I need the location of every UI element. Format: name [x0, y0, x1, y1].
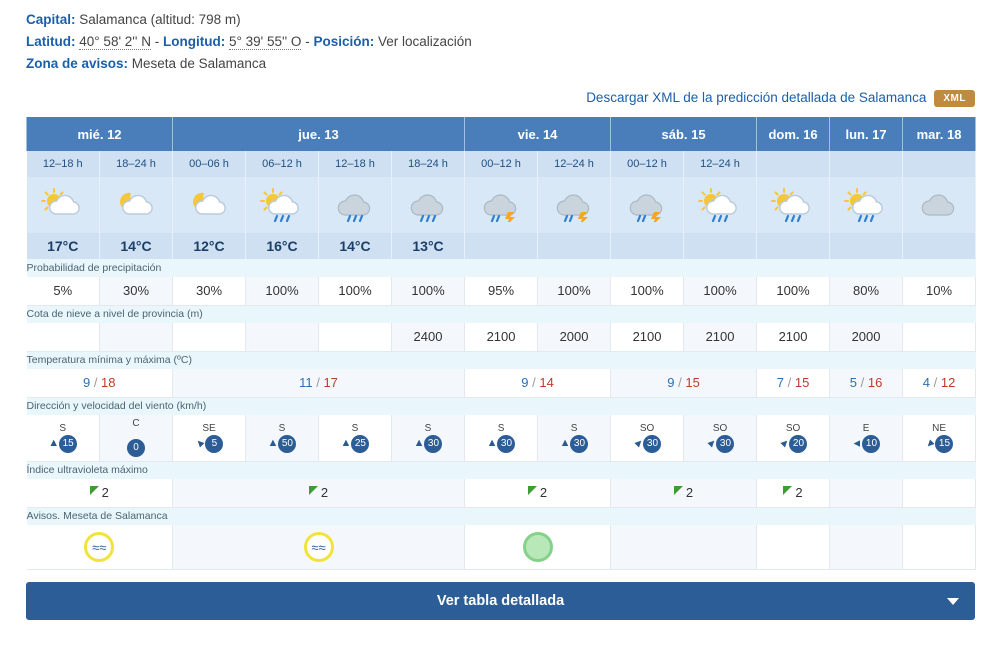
- tminmax-value: 9 / 18: [27, 369, 173, 397]
- wind-speed: 30: [497, 435, 515, 453]
- precip-value: 100%: [392, 277, 465, 305]
- hour-header: [903, 151, 976, 177]
- precip-value: 30%: [100, 277, 173, 305]
- uv-value: 2: [320, 485, 329, 501]
- temp-max: 14: [539, 375, 554, 391]
- snow-level-value: 2100: [611, 323, 684, 351]
- wind-speed: 10: [862, 435, 880, 453]
- uv-flag-icon: [528, 486, 537, 495]
- uv-cell: [830, 479, 903, 507]
- day-header: mié. 12: [27, 117, 173, 151]
- uv-flag-icon: [674, 486, 683, 495]
- wind-direction: SE: [202, 422, 216, 434]
- temp-max: 16: [867, 375, 883, 391]
- cloud-rain-icon: [319, 177, 392, 233]
- hour-header: 06–12 h: [246, 151, 319, 177]
- wind-arrow-icon: ▲: [921, 435, 938, 452]
- temperature-value: [830, 233, 903, 259]
- cloud-storm-icon: [465, 177, 538, 233]
- precip-label: Probabilidad de precipitación: [27, 259, 976, 277]
- uv-label: Índice ultravioleta máximo: [27, 461, 976, 479]
- wind-arrow-icon: ▲: [486, 436, 498, 449]
- uv-cell: [757, 479, 830, 507]
- wind-direction: C: [132, 418, 140, 430]
- longitude-value: 5° 39' 55'' O: [228, 34, 302, 49]
- chevron-down-icon: [947, 598, 959, 605]
- wind-cell: [246, 415, 319, 461]
- latitude-label: Latitud:: [26, 34, 76, 49]
- wind-arrow-icon: ▲: [559, 436, 571, 449]
- tminmax-value: 7 / 15: [757, 369, 830, 397]
- snow-values-row: [27, 323, 976, 351]
- snow-level-value: [100, 323, 173, 351]
- day-header: dom. 16: [757, 117, 830, 151]
- wind-arrow-icon: ▲: [776, 434, 793, 451]
- wind-speed: 30: [643, 435, 661, 453]
- snow-level-value: 2400: [392, 323, 465, 351]
- sky-icon-row: [27, 177, 976, 233]
- capital-row: [26, 10, 975, 30]
- wind-values-row: [27, 415, 976, 461]
- temp-max: 18: [101, 375, 116, 391]
- hour-header: 18–24 h: [100, 151, 173, 177]
- warning-zone-label: Zona de avisos:: [26, 56, 129, 71]
- hour-header: 12–18 h: [27, 151, 100, 177]
- wind-cell: [319, 415, 392, 461]
- cloud-storm-icon: [538, 177, 611, 233]
- forecast-table: [26, 117, 976, 570]
- wind-arrow-icon: ▲: [267, 436, 279, 449]
- temperature-value: [903, 233, 976, 259]
- wind-direction: S: [59, 422, 67, 434]
- wind-direction: S: [497, 422, 505, 434]
- uv-flag-icon: [309, 486, 318, 495]
- aviso-yellow-icon[interactable]: ≈≈: [304, 532, 334, 562]
- day-header: lun. 17: [830, 117, 903, 151]
- uv-cell: [903, 479, 976, 507]
- hour-header: 00–12 h: [465, 151, 538, 177]
- precip-value: 100%: [757, 277, 830, 305]
- avisos-values-row: [27, 525, 976, 569]
- snow-level-value: [246, 323, 319, 351]
- temp-min: 11: [299, 375, 313, 391]
- precip-section-label: [27, 259, 976, 277]
- wind-arrow-icon: [100, 430, 172, 439]
- xml-badge[interactable]: XML: [934, 90, 975, 107]
- precip-value: 100%: [684, 277, 757, 305]
- snow-level-value: 2100: [684, 323, 757, 351]
- wind-arrow-icon: ▲: [630, 434, 647, 451]
- wind-cell: [392, 415, 465, 461]
- hour-header: 00–06 h: [173, 151, 246, 177]
- wind-speed: 5: [205, 435, 223, 453]
- wind-cell: [173, 415, 246, 461]
- temp-max: 15: [685, 375, 700, 391]
- avisos-section-label: [27, 507, 976, 525]
- sun-rain-icon: [246, 177, 319, 233]
- wind-cell: [538, 415, 611, 461]
- wind-arrow-icon: ▲: [191, 434, 208, 451]
- wind-speed: 15: [59, 435, 77, 453]
- uv-value: 2: [101, 485, 109, 501]
- uv-cell: [173, 479, 465, 507]
- wind-arrow-icon: ▲: [340, 436, 352, 449]
- wind-section-label: [27, 397, 976, 415]
- precip-value: 95%: [465, 277, 538, 305]
- wind-cell: [684, 415, 757, 461]
- day-header: jue. 13: [173, 117, 465, 151]
- snow-level-value: 2100: [465, 323, 538, 351]
- latitude-value: 40° 58' 2'' N: [79, 34, 151, 49]
- snow-level-value: [27, 323, 100, 351]
- wind-arrow-icon: ▲: [413, 436, 425, 449]
- warning-zone-row: [26, 54, 975, 74]
- uv-section-label: [27, 461, 976, 479]
- snow-level-value: 2000: [830, 323, 903, 351]
- wind-speed: 50: [278, 435, 296, 453]
- snow-label: Cota de nieve a nivel de provincia (m): [27, 305, 976, 323]
- temperature-value: 12°C: [173, 233, 246, 259]
- wind-cell: [27, 415, 100, 461]
- temperature-value: 14°C: [319, 233, 392, 259]
- xml-download-bar[interactable]: [26, 90, 975, 107]
- temp-min: 9: [82, 375, 91, 391]
- sun-rain-icon: [684, 177, 757, 233]
- tminmax-section-label: [27, 351, 976, 369]
- wind-speed: 20: [789, 435, 807, 453]
- dash-1: -: [154, 34, 160, 49]
- uv-cell: [611, 479, 757, 507]
- precip-value: 80%: [830, 277, 903, 305]
- precip-value: 100%: [319, 277, 392, 305]
- wind-cell: [903, 415, 976, 461]
- uv-value: 2: [539, 485, 548, 501]
- tminmax-value: 11 / 17: [173, 369, 465, 397]
- aviso-cell: [611, 525, 757, 569]
- temperature-value: 17°C: [27, 233, 100, 259]
- aviso-cell: [757, 525, 830, 569]
- detail-table-button[interactable]: [26, 582, 975, 620]
- temp-min: 9: [521, 375, 529, 391]
- aviso-yellow-icon[interactable]: ≈≈: [84, 532, 114, 562]
- longitude-label: Longitud:: [162, 34, 226, 49]
- temperature-value: [611, 233, 684, 259]
- cloud-icon: [903, 177, 976, 233]
- uv-value: 2: [795, 485, 803, 501]
- uv-flag-icon: [783, 486, 792, 495]
- tminmax-label: Temperatura mínima y máxima (ºC): [27, 351, 976, 369]
- temperature-value: 14°C: [100, 233, 173, 259]
- wind-direction: SO: [639, 422, 655, 434]
- snow-level-value: 2100: [757, 323, 830, 351]
- wind-cell: [830, 415, 903, 461]
- day-header-row: [27, 117, 976, 151]
- wind-direction: SO: [785, 422, 801, 434]
- wind-cell: [465, 415, 538, 461]
- aviso-cell: [830, 525, 903, 569]
- precip-value: 5%: [27, 277, 100, 305]
- temp-min: 4: [922, 375, 930, 391]
- wind-direction: S: [351, 422, 359, 434]
- tminmax-value: 9 / 14: [465, 369, 611, 397]
- tminmax-value: 5 / 16: [830, 369, 903, 397]
- aviso-cell[interactable]: [27, 525, 173, 569]
- wind-speed: 0: [127, 439, 145, 457]
- day-header: sáb. 15: [611, 117, 757, 151]
- precip-value: 100%: [611, 277, 684, 305]
- wind-direction: S: [570, 422, 578, 434]
- uv-cell: [465, 479, 611, 507]
- temperature-value: [538, 233, 611, 259]
- hour-header: 12–18 h: [319, 151, 392, 177]
- temperature-value: [757, 233, 830, 259]
- capital-value: Salamanca (altitud: 798 m): [79, 12, 241, 27]
- precip-value: 100%: [246, 277, 319, 305]
- dash-2: -: [305, 34, 310, 49]
- aviso-cell[interactable]: [465, 525, 611, 569]
- uv-values-row: [27, 479, 976, 507]
- snow-level-value: [173, 323, 246, 351]
- wind-direction: SO: [712, 422, 728, 434]
- aviso-green-icon[interactable]: [523, 532, 553, 562]
- precip-value: 100%: [538, 277, 611, 305]
- hour-header: [757, 151, 830, 177]
- wind-speed: 25: [351, 435, 369, 453]
- precip-values-row: [27, 277, 976, 305]
- wind-cell: [757, 415, 830, 461]
- snow-level-value: 2000: [538, 323, 611, 351]
- temperature-row: [27, 233, 976, 259]
- hour-header: 18–24 h: [392, 151, 465, 177]
- day-header: mar. 18: [903, 117, 976, 151]
- snow-level-value: [319, 323, 392, 351]
- position-label: Posición:: [313, 34, 375, 49]
- temperature-value: [684, 233, 757, 259]
- wind-speed: 30: [570, 435, 588, 453]
- coordinates-row: [26, 32, 975, 52]
- wind-arrow-icon: ▲: [850, 437, 863, 449]
- cloud-rain-icon: [392, 177, 465, 233]
- wind-direction: S: [278, 422, 286, 434]
- temperature-value: 13°C: [392, 233, 465, 259]
- wind-label: Dirección y velocidad del viento (km/h): [27, 397, 976, 415]
- temperature-value: [465, 233, 538, 259]
- temp-max: 17: [323, 375, 338, 391]
- aviso-cell: [903, 525, 976, 569]
- hour-header-row: [27, 151, 976, 177]
- xml-download-text[interactable]: Descargar XML de la predicción detallada de Salamanca: [586, 90, 927, 105]
- temp-min: 5: [849, 375, 857, 391]
- moon-cloud-icon: [173, 177, 246, 233]
- uv-cell: [27, 479, 173, 507]
- capital-label: Capital:: [26, 12, 76, 27]
- wind-direction: S: [424, 422, 432, 434]
- temperature-value: 16°C: [246, 233, 319, 259]
- wind-speed: 15: [935, 435, 953, 453]
- moon-cloud-icon: [100, 177, 173, 233]
- tminmax-value: 9 / 15: [611, 369, 757, 397]
- wind-direction: E: [862, 422, 870, 434]
- wind-cell: [611, 415, 684, 461]
- position-link[interactable]: Ver localización: [377, 34, 472, 49]
- hour-header: [830, 151, 903, 177]
- temp-max: 12: [940, 375, 956, 391]
- precip-value: 30%: [173, 277, 246, 305]
- detail-table-button-label: Ver tabla detallada: [436, 592, 565, 609]
- cloud-storm-icon: [611, 177, 684, 233]
- wind-cell: [100, 415, 173, 461]
- location-info: [26, 10, 975, 74]
- wind-speed: 30: [716, 435, 734, 453]
- snow-section-label: [27, 305, 976, 323]
- temp-max: 15: [794, 375, 810, 391]
- wind-arrow-icon: ▲: [703, 434, 720, 451]
- precip-value: 10%: [903, 277, 976, 305]
- uv-flag-icon: [90, 486, 99, 495]
- sun-cloud-icon: [27, 177, 100, 233]
- sun-rain-icon: [757, 177, 830, 233]
- avisos-label: Avisos. Meseta de Salamanca: [27, 507, 976, 525]
- uv-value: 2: [685, 485, 694, 501]
- wind-speed: 30: [424, 435, 442, 453]
- aviso-cell[interactable]: [173, 525, 465, 569]
- tminmax-values-row: [27, 369, 976, 397]
- tminmax-value: 4 / 12: [903, 369, 976, 397]
- wind-direction: NE: [932, 422, 946, 434]
- wind-arrow-icon: ▲: [48, 436, 60, 449]
- snow-level-value: [903, 323, 976, 351]
- day-header: vie. 14: [465, 117, 611, 151]
- hour-header: 00–12 h: [611, 151, 684, 177]
- sun-rain-icon: [830, 177, 903, 233]
- warning-zone-value: Meseta de Salamanca: [131, 56, 267, 71]
- temp-min: 7: [776, 375, 784, 391]
- hour-header: 12–24 h: [538, 151, 611, 177]
- hour-header: 12–24 h: [684, 151, 757, 177]
- temp-min: 9: [667, 375, 675, 391]
